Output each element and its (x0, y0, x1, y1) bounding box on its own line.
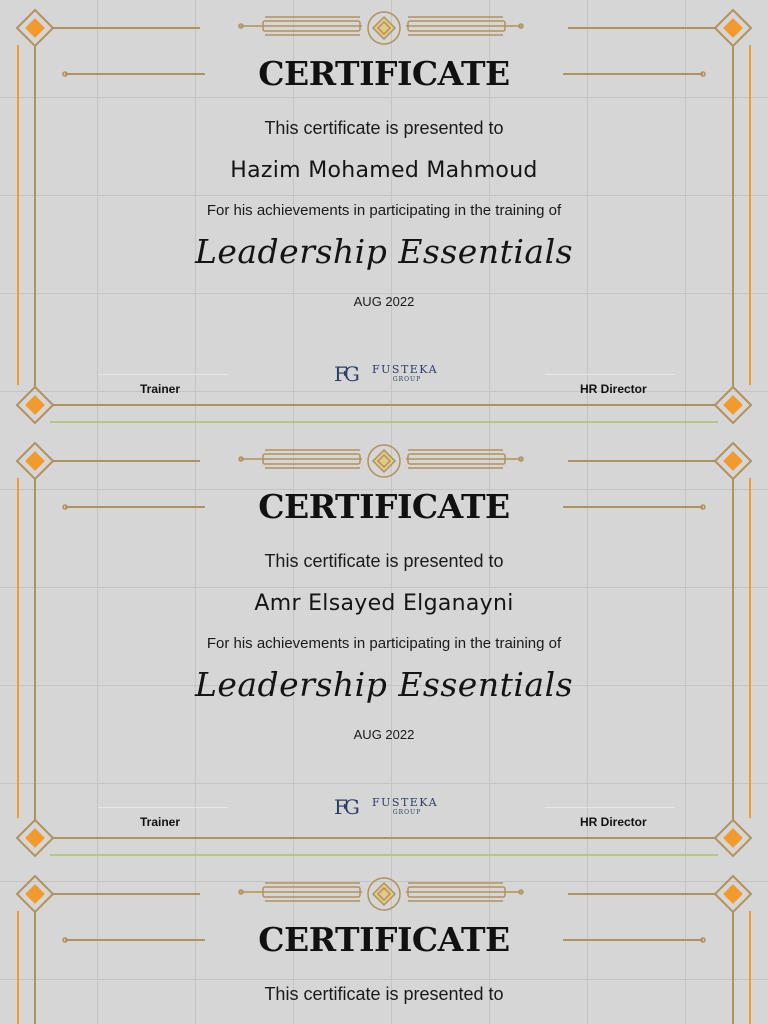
certificate-heading: CERTIFICATE (258, 487, 510, 526)
recipient-name: Hazim Mohamed Mahmoud (230, 158, 538, 183)
logo-name: FUSTEKA (372, 363, 439, 376)
logo-sub: GROUP (392, 809, 422, 816)
certificate-date: AUG 2022 (353, 727, 415, 742)
logo-sub: GROUP (392, 376, 422, 383)
trainer-signature-line (98, 807, 228, 808)
certificate-date: AUG 2022 (353, 294, 415, 309)
logo-name: FUSTEKA (372, 796, 439, 809)
certificate-heading: CERTIFICATE (258, 54, 510, 93)
achievement-text: For his achievements in participating in the training of (206, 635, 562, 652)
certificate-card (0, 433, 768, 866)
course-title: Leadership Essentials (194, 232, 574, 271)
hr-signature-line (545, 374, 675, 375)
hr-signature-line (545, 807, 675, 808)
certificate-card (0, 0, 768, 433)
trainer-label: Trainer (140, 382, 181, 396)
course-title: Leadership Essentials (194, 665, 574, 704)
logo-mark: FG (334, 795, 356, 819)
hr-director-label: HR Director (580, 815, 647, 829)
certificate-card (0, 866, 768, 1024)
certificate-heading: CERTIFICATE (258, 920, 510, 959)
presented-to-text: This certificate is presented to (264, 551, 504, 571)
presented-to-text: This certificate is presented to (264, 118, 504, 138)
company-logo (334, 793, 454, 821)
presented-to-text: This certificate is presented to (264, 984, 504, 1004)
logo-mark: FG (334, 362, 356, 386)
hr-director-label: HR Director (580, 382, 647, 396)
company-logo (334, 360, 454, 388)
trainer-label: Trainer (140, 815, 181, 829)
trainer-signature-line (98, 374, 228, 375)
recipient-name: Amr Elsayed Elganayni (254, 591, 514, 616)
achievement-text: For his achievements in participating in the training of (206, 202, 562, 219)
